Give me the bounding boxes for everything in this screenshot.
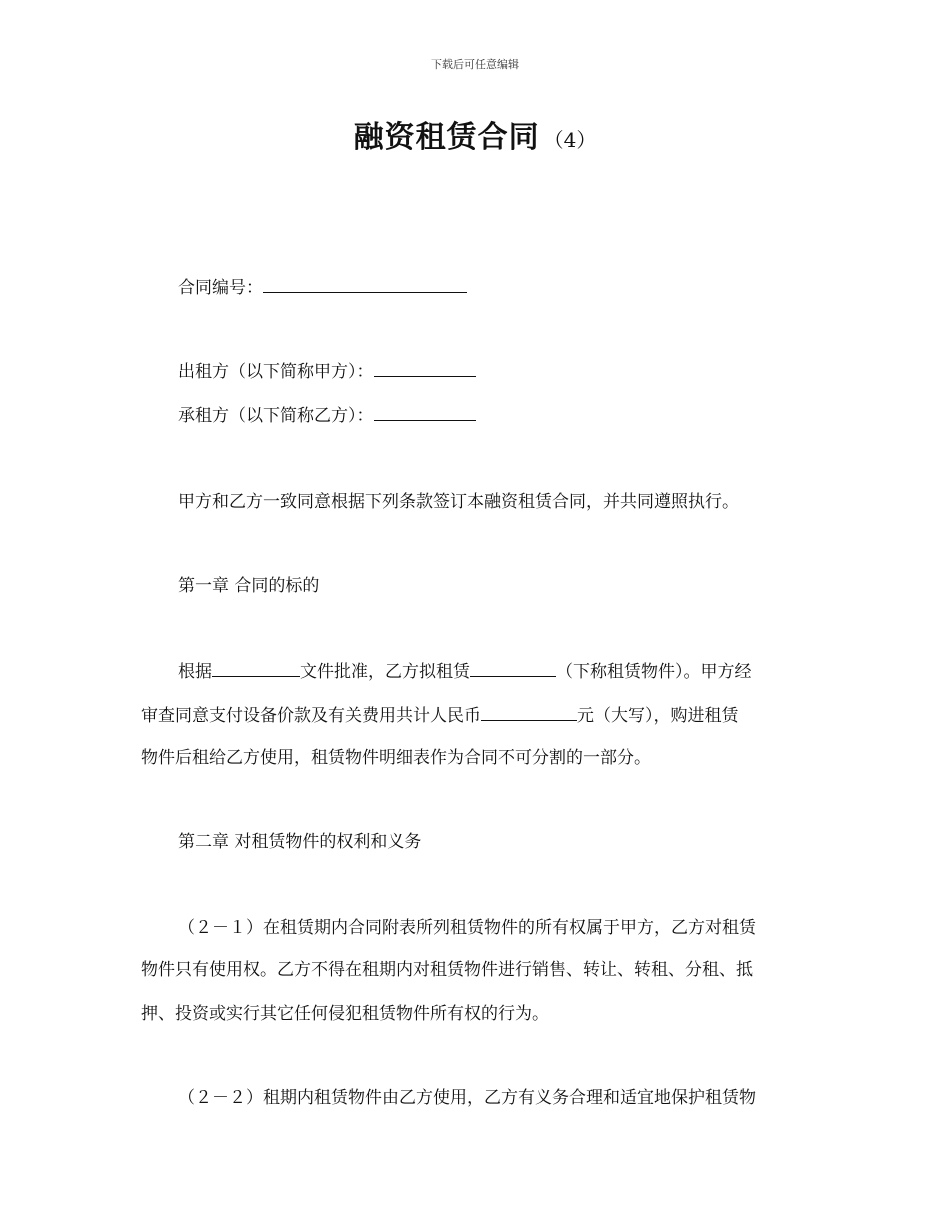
clause-2-2-line1: （２－２）租期内租赁物件由乙方使用，乙方有义务合理和适宜地保护租赁物 [178,1088,756,1108]
clause-2-1-line2: 物件只有使用权。乙方不得在租期内对租赁物件进行销售、转让、转租、分租、抵 [141,960,753,980]
agreement-text: 甲方和乙方一致同意根据下列条款签订本融资租赁合同，并共同遵照执行。 [178,492,739,512]
approval-doc-blank [212,660,300,677]
amount-blank [481,704,577,721]
contract-no-blank [263,276,467,293]
clause-2-1-line3: 押、投资或实行其它任何侵犯租赁物件所有权的行为。 [141,1004,549,1024]
lessee-line [178,404,476,428]
document-title [0,112,950,156]
lessee-label: 承租方（以下简称乙方）： [178,406,374,426]
clause-2-1-line1: （２－１）在租赁期内合同附表所列租赁物件的所有权属于甲方，乙方对租赁 [178,918,756,938]
lessor-line [178,360,476,384]
para1-text-d: 审查同意支付设备价款及有关费用共计人民币 [141,706,481,726]
contract-no-label: 合同编号： [178,278,263,298]
title-main: 融资租赁合同 [353,120,540,155]
header-note: 下载后可任意编辑 [431,58,519,71]
lease-item-blank [470,660,556,677]
chapter-1-heading: 第一章 合同的标的 [178,576,320,596]
para1-text-a: 根据 [178,662,212,682]
lessee-blank [374,404,476,421]
para1-text-b: 文件批准，乙方拟租赁 [300,662,470,682]
lessor-blank [374,360,476,377]
para1-line2 [141,704,739,728]
para1-line1 [178,660,752,684]
para1-text-e: 元（大写），购进租赁 [577,706,739,726]
chapter-2-heading: 第二章 对租赁物件的权利和义务 [178,832,422,852]
contract-no-line [178,276,467,300]
title-sub: （4） [543,128,597,152]
lessor-label: 出租方（以下简称甲方）： [178,362,374,382]
para1-text-c: （下称租赁物件）。甲方经 [556,662,752,682]
para1-line3: 物件后租给乙方使用，租赁物件明细表作为合同不可分割的一部分。 [141,748,651,768]
